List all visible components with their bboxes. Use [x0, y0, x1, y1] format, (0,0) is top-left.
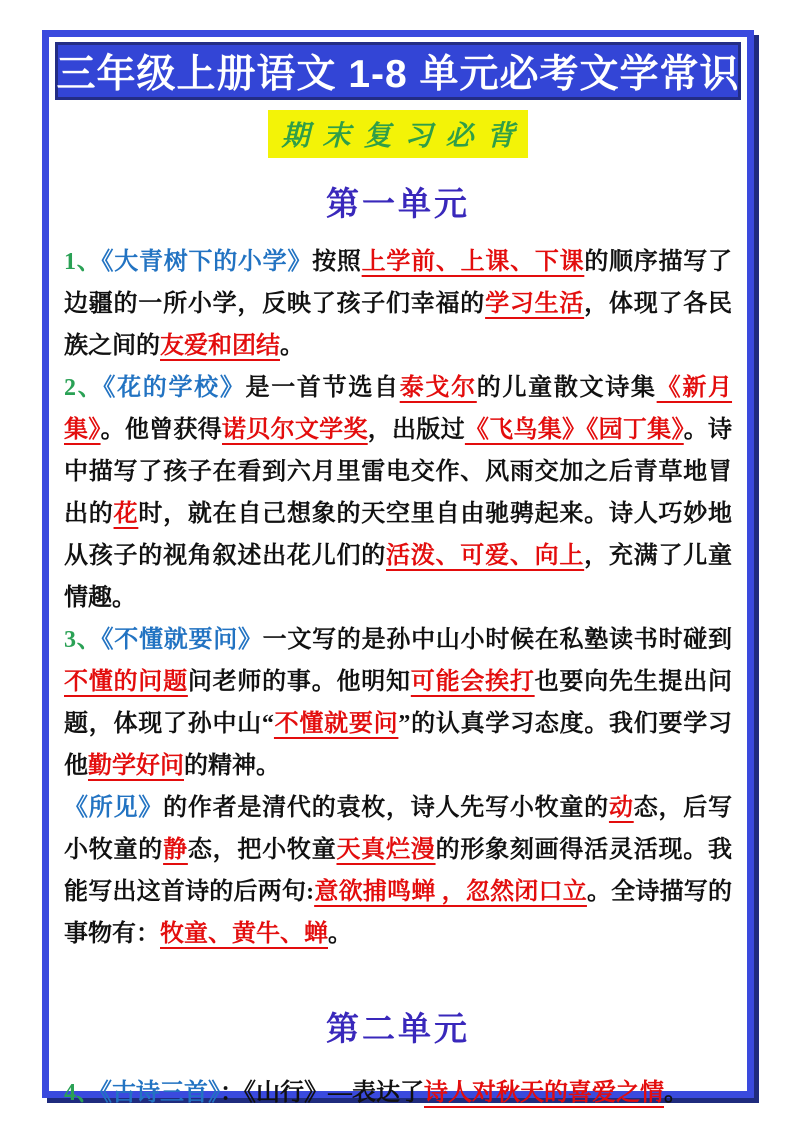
paragraph	[64, 1072, 732, 1114]
text-segment-plain: 。全诗描写的事物有：	[64, 879, 733, 947]
text-segment-plain: 时，就在自己想象的天空里自由驰骋起来。诗人巧妙地从孩子的视角叙述出花儿们的	[64, 501, 733, 569]
text-segment-plain: 。	[328, 921, 352, 947]
text-segment-plain: 的形象刻画得活灵活现。我能写出这首诗的后两句:	[64, 837, 733, 905]
text-segment-key: 花	[113, 501, 139, 527]
text-segment-plain: 。	[664, 1080, 688, 1106]
text-segment-plain: 。	[280, 333, 304, 359]
text-segment-key: 天真烂漫	[336, 837, 436, 863]
text-segment-key: 《飞鸟集》《园丁集》	[464, 417, 684, 443]
text-segment-key: 可能会挨打	[410, 669, 535, 695]
text-segment-key: 诗人对秋天的喜爱之情	[424, 1080, 664, 1106]
text-segment-key: 不懂的问题	[64, 669, 188, 695]
paragraph	[64, 367, 732, 619]
text-segment-plain: 。诗中描写了孩子在看到六月里雷电交作、风雨交加之后青草地冒出的	[64, 417, 733, 527]
text-segment-plain: 一文写的是孙中山小时候在私塾读书时碰到	[262, 627, 733, 653]
text-segment-num: 4、	[64, 1080, 100, 1106]
text-segment-title: 《不懂就要问》	[101, 627, 263, 653]
text-segment-plain: ：《山行》—表达了	[220, 1080, 424, 1106]
text-segment-plain: ”的认真学习态度。我们要学习他	[64, 711, 733, 779]
text-segment-plain: 问老师的事。他明知	[187, 669, 411, 695]
text-segment-key: 不懂就要问	[273, 711, 399, 737]
text-segment-key: 意欲捕鸣蝉 ，忽然闭口立	[314, 879, 587, 905]
title-banner	[55, 42, 741, 100]
text-segment-key: 上学前、上课、下课	[361, 249, 585, 275]
text-segment-plain: ，体现了各民族之间的	[64, 291, 733, 359]
text-segment-num: 3、	[64, 627, 102, 653]
text-segment-plain: 是一首节选自	[245, 375, 400, 401]
text-segment-plain: 的作者是清代的袁枚，诗人先写小牧童的	[163, 795, 609, 821]
content	[49, 178, 747, 1114]
text-segment-num: 2、	[64, 375, 104, 401]
text-segment-key: 《新月集》	[64, 375, 733, 443]
text-segment-plain: 按照	[312, 249, 362, 275]
text-segment-plain: ，充满了儿童情趣。	[64, 543, 733, 611]
paragraph	[64, 619, 732, 787]
text-segment-key: 动	[608, 795, 634, 821]
text-segment-title: 《古诗三首》	[100, 1080, 220, 1106]
page-title: 三年级上册语文 1-8 单元必考文学常识	[56, 53, 740, 96]
text-segment-title: 《所见》	[64, 795, 164, 821]
text-segment-plain: 。他曾获得	[100, 417, 223, 443]
section-heading: 第一单元	[326, 187, 470, 223]
text-segment-key: 泰戈尔	[399, 375, 477, 401]
text-segment-plain: ，出版过	[367, 417, 465, 443]
text-segment-key: 友爱和团结	[160, 333, 280, 359]
text-segment-title: 《花的学校》	[103, 375, 246, 401]
text-segment-num: 1、	[64, 249, 102, 275]
subtitle-row	[49, 110, 747, 158]
page-border	[42, 30, 754, 1106]
text-segment-plain: 的精神。	[184, 753, 280, 779]
text-segment-plain: 也要向先生提出问题，体现了孙中山“	[64, 669, 733, 737]
text-segment-key: 学习生活	[485, 291, 585, 317]
text-segment-plain: 的儿童散文诗集	[476, 375, 657, 401]
text-segment-key: 勤学好问	[88, 753, 184, 779]
subtitle-highlight: 期末复习必背	[268, 110, 527, 158]
text-segment-plain: 的顺序描写了边疆的一所小学，反映了孩子们幸福的	[64, 249, 733, 317]
text-segment-title: 《大青树下的小学》	[101, 249, 313, 275]
text-segment-key: 静	[163, 837, 188, 863]
text-segment-key: 活泼、可爱、向上	[386, 543, 585, 569]
section-heading: 第二单元	[326, 1012, 470, 1048]
paragraph	[64, 787, 732, 955]
text-segment-key: 诺贝尔文学奖	[222, 417, 368, 443]
text-segment-plain: 态，把小牧童	[187, 837, 337, 863]
text-segment-key: 牧童、黄牛、蝉	[160, 921, 328, 947]
paragraph	[64, 241, 732, 367]
text-segment-plain: 态，后写小牧童的	[64, 795, 733, 863]
